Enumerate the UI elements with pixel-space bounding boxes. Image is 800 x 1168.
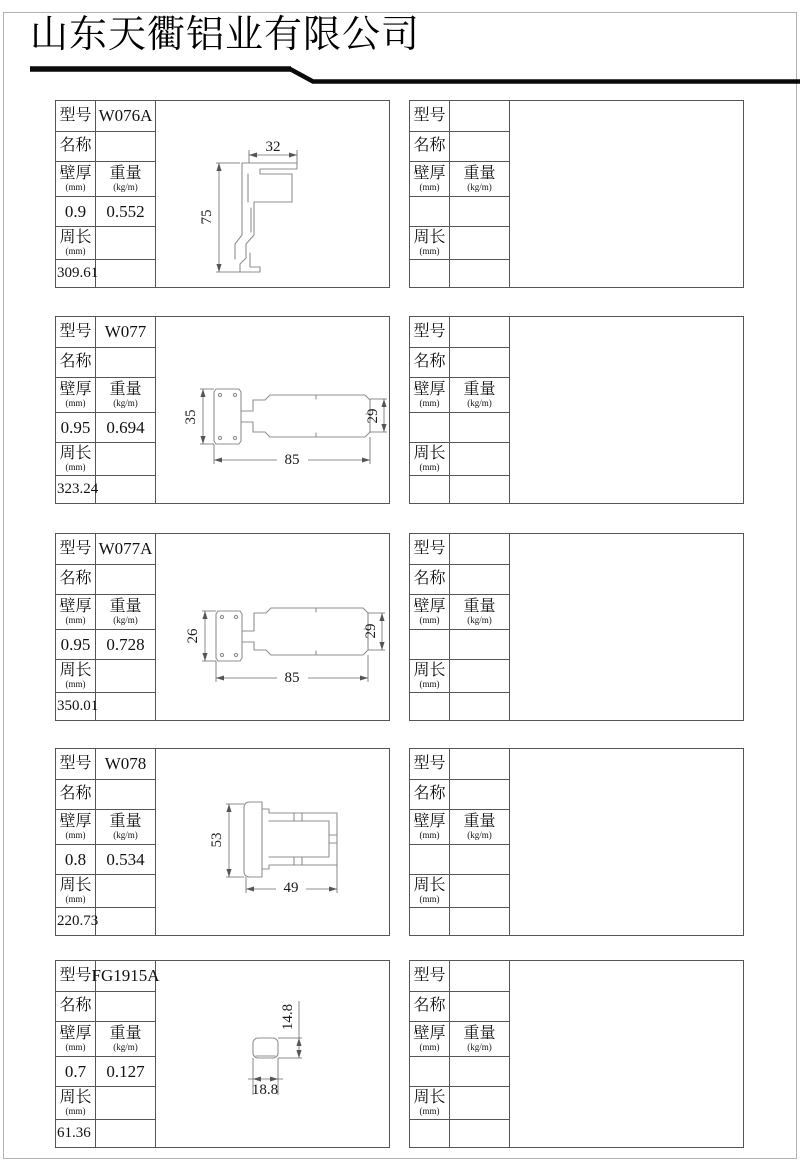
perimeter-unit: (mm) (419, 246, 440, 257)
model-label: 型号 (56, 749, 96, 780)
profile-drawing-empty (510, 749, 743, 935)
model-value (450, 317, 510, 348)
perimeter-value: 350.01 (56, 693, 96, 720)
wall-thickness-header: 壁厚 (mm) (410, 810, 450, 845)
wall-thickness-unit: (mm) (419, 1042, 440, 1053)
weight-header: 重量 (kg/m) (450, 378, 510, 413)
name-label: 名称 (410, 780, 450, 810)
perimeter-header: 周长 (mm) (410, 660, 450, 693)
weight-unit: (kg/m) (467, 615, 492, 626)
perimeter-header: 周长 (mm) (56, 660, 96, 693)
empty-cell (96, 260, 156, 287)
spec-block-empty (409, 960, 744, 1148)
dim-bottom-width: 18.8 (251, 1082, 279, 1098)
weight-value: 0.552 (96, 197, 156, 227)
perimeter-value: 323.24 (56, 476, 96, 503)
weight-unit: (kg/m) (113, 398, 138, 409)
perimeter-header: 周长 (mm) (56, 227, 96, 260)
weight-header: 重量 (kg/m) (96, 1022, 156, 1057)
perimeter-header-value (96, 443, 156, 476)
perimeter-header: 周长 (mm) (410, 1087, 450, 1120)
perimeter-value: 309.61 (56, 260, 96, 287)
spec-block (55, 748, 390, 936)
model-label: 型号 (410, 101, 450, 132)
spec-block (55, 316, 390, 504)
empty-cell (450, 1120, 510, 1147)
perimeter-header: 周长 (mm) (410, 875, 450, 908)
perimeter-unit: (mm) (419, 462, 440, 473)
model-value: W078 (96, 749, 156, 780)
perimeter-unit: (mm) (65, 894, 86, 905)
dim-bottom-width: 49 (283, 880, 299, 896)
wall-thickness-value: 0.7 (56, 1057, 96, 1087)
profile-drawing-empty (510, 101, 743, 287)
profile-drawing-empty (510, 317, 743, 503)
wall-thickness-header: 壁厚 (mm) (56, 1022, 96, 1057)
name-value (96, 780, 156, 810)
name-value (96, 348, 156, 378)
perimeter-value (410, 693, 450, 720)
perimeter-value (410, 1120, 450, 1147)
perimeter-unit: (mm) (65, 462, 86, 473)
wall-thickness-unit: (mm) (65, 398, 86, 409)
wall-thickness-header: 壁厚 (mm) (410, 595, 450, 630)
dim-bottom-width: 85 (284, 452, 300, 468)
name-value (450, 780, 510, 810)
wall-thickness-unit: (mm) (65, 1042, 86, 1053)
weight-value: 0.728 (96, 630, 156, 660)
perimeter-header-value (450, 660, 510, 693)
name-label: 名称 (56, 132, 96, 162)
profile-drawing-empty (510, 961, 743, 1147)
wall-thickness-value: 0.9 (56, 197, 96, 227)
name-label: 名称 (56, 992, 96, 1022)
weight-unit: (kg/m) (113, 182, 138, 193)
wall-thickness-unit: (mm) (65, 182, 86, 193)
perimeter-header-value (96, 1087, 156, 1120)
perimeter-value: 61.36 (56, 1120, 96, 1147)
wall-thickness-header: 壁厚 (mm) (56, 162, 96, 197)
profile-drawing (156, 534, 389, 720)
perimeter-unit: (mm) (65, 246, 86, 257)
model-label: 型号 (410, 749, 450, 780)
name-label: 名称 (410, 565, 450, 595)
perimeter-unit: (mm) (419, 894, 440, 905)
spec-block-empty (409, 316, 744, 504)
wall-thickness-header: 壁厚 (mm) (56, 595, 96, 630)
weight-header: 重量 (kg/m) (450, 1022, 510, 1057)
model-value (450, 534, 510, 565)
empty-cell (450, 476, 510, 503)
perimeter-unit: (mm) (65, 679, 86, 690)
wall-thickness-header: 壁厚 (mm) (56, 810, 96, 845)
spec-block-empty (409, 748, 744, 936)
weight-header: 重量 (kg/m) (450, 595, 510, 630)
model-value (450, 101, 510, 132)
name-value (450, 348, 510, 378)
weight-unit: (kg/m) (467, 398, 492, 409)
spec-block-empty (409, 100, 744, 288)
model-value: FG1915A (96, 961, 156, 992)
model-label: 型号 (56, 101, 96, 132)
model-value: W077A (96, 534, 156, 565)
perimeter-header-value (450, 227, 510, 260)
wall-thickness-value (410, 197, 450, 227)
model-value: W077 (96, 317, 156, 348)
weight-value (450, 197, 510, 227)
dim-right-height: 29 (363, 623, 379, 639)
perimeter-value: 220.73 (56, 908, 96, 935)
weight-value (450, 413, 510, 443)
wall-thickness-unit: (mm) (419, 830, 440, 841)
perimeter-unit: (mm) (65, 1106, 86, 1117)
wall-thickness-value: 0.8 (56, 845, 96, 875)
wall-thickness-header: 壁厚 (mm) (56, 378, 96, 413)
dim-bottom-width: 85 (284, 670, 300, 686)
spec-block (55, 533, 390, 721)
perimeter-header: 周长 (mm) (56, 443, 96, 476)
weight-unit: (kg/m) (113, 615, 138, 626)
name-value (96, 132, 156, 162)
wall-thickness-value: 0.95 (56, 413, 96, 443)
profile-drawing (156, 961, 389, 1147)
wall-thickness-value (410, 845, 450, 875)
weight-value (450, 1057, 510, 1087)
company-title: 山东天衢铝业有限公司 (30, 14, 421, 56)
wall-thickness-value (410, 1057, 450, 1087)
empty-cell (96, 908, 156, 935)
model-value (450, 749, 510, 780)
name-label: 名称 (56, 565, 96, 595)
name-label: 名称 (56, 780, 96, 810)
model-label: 型号 (56, 961, 96, 992)
dim-left-height: 35 (183, 409, 199, 425)
empty-cell (96, 1120, 156, 1147)
profile-drawing-empty (510, 534, 743, 720)
wall-thickness-value (410, 413, 450, 443)
empty-cell (450, 260, 510, 287)
name-label: 名称 (56, 348, 96, 378)
perimeter-value (410, 908, 450, 935)
name-value (450, 565, 510, 595)
perimeter-header: 周长 (mm) (56, 875, 96, 908)
model-label: 型号 (410, 534, 450, 565)
weight-header: 重量 (kg/m) (450, 810, 510, 845)
weight-header: 重量 (kg/m) (450, 162, 510, 197)
perimeter-value (410, 260, 450, 287)
wall-thickness-header: 壁厚 (mm) (410, 162, 450, 197)
model-label: 型号 (410, 317, 450, 348)
dim-left-height: 26 (185, 628, 201, 644)
model-value: W076A (96, 101, 156, 132)
dim-top-width: 32 (265, 139, 281, 155)
empty-cell (96, 476, 156, 503)
wall-thickness-header: 壁厚 (mm) (410, 1022, 450, 1057)
model-value (450, 961, 510, 992)
empty-cell (450, 693, 510, 720)
header-divider (0, 0, 800, 95)
name-label: 名称 (410, 132, 450, 162)
name-label: 名称 (410, 992, 450, 1022)
wall-thickness-value (410, 630, 450, 660)
weight-value (450, 630, 510, 660)
weight-unit: (kg/m) (467, 830, 492, 841)
profile-drawing (156, 317, 389, 503)
perimeter-header-value (450, 1087, 510, 1120)
weight-unit: (kg/m) (467, 1042, 492, 1053)
perimeter-header-value (450, 875, 510, 908)
wall-thickness-unit: (mm) (65, 830, 86, 841)
empty-cell (450, 908, 510, 935)
perimeter-header-value (96, 227, 156, 260)
weight-header: 重量 (kg/m) (96, 162, 156, 197)
profile-drawing (156, 101, 389, 287)
empty-cell (96, 693, 156, 720)
name-value (450, 992, 510, 1022)
perimeter-header: 周长 (mm) (410, 443, 450, 476)
wall-thickness-unit: (mm) (419, 182, 440, 193)
wall-thickness-unit: (mm) (419, 398, 440, 409)
dim-right-height: 14.8 (280, 1003, 296, 1031)
perimeter-unit: (mm) (419, 679, 440, 690)
weight-value: 0.534 (96, 845, 156, 875)
weight-header: 重量 (kg/m) (96, 595, 156, 630)
wall-thickness-unit: (mm) (419, 615, 440, 626)
perimeter-header-value (450, 443, 510, 476)
wall-thickness-header: 壁厚 (mm) (410, 378, 450, 413)
dim-left-height: 53 (209, 832, 225, 848)
perimeter-header: 周长 (mm) (56, 1087, 96, 1120)
perimeter-value (410, 476, 450, 503)
perimeter-header-value (96, 660, 156, 693)
weight-value (450, 845, 510, 875)
spec-block (55, 960, 390, 1148)
weight-unit: (kg/m) (113, 1042, 138, 1053)
weight-header: 重量 (kg/m) (96, 378, 156, 413)
wall-thickness-value: 0.95 (56, 630, 96, 660)
spec-block-empty (409, 533, 744, 721)
dim-right-height: 29 (365, 408, 381, 424)
name-value (450, 132, 510, 162)
weight-value: 0.694 (96, 413, 156, 443)
weight-value: 0.127 (96, 1057, 156, 1087)
profile-drawing (156, 749, 389, 935)
wall-thickness-unit: (mm) (65, 615, 86, 626)
perimeter-header-value (96, 875, 156, 908)
name-label: 名称 (410, 348, 450, 378)
weight-unit: (kg/m) (113, 830, 138, 841)
name-value (96, 992, 156, 1022)
name-value (96, 565, 156, 595)
weight-header: 重量 (kg/m) (96, 810, 156, 845)
model-label: 型号 (56, 534, 96, 565)
spec-block (55, 100, 390, 288)
dim-left-height: 75 (199, 209, 215, 225)
model-label: 型号 (56, 317, 96, 348)
model-label: 型号 (410, 961, 450, 992)
weight-unit: (kg/m) (467, 182, 492, 193)
perimeter-unit: (mm) (419, 1106, 440, 1117)
perimeter-header: 周长 (mm) (410, 227, 450, 260)
